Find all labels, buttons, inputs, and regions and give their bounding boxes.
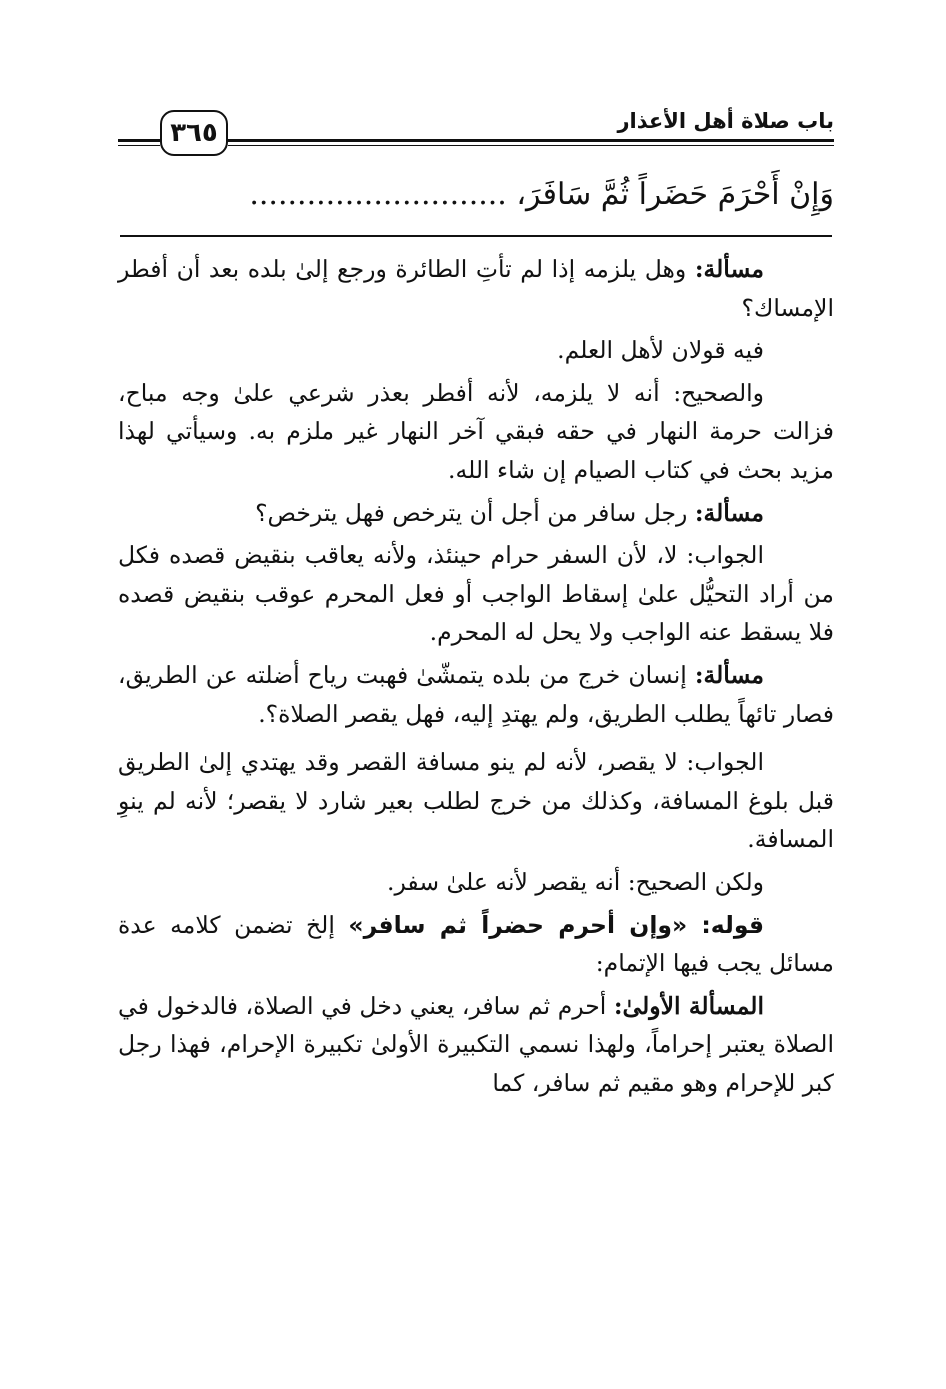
page-header xyxy=(118,104,834,164)
quote-label: قوله: xyxy=(701,910,765,939)
paragraph-text: الجواب: لا يقصر، لأنه لم ينو مسافة القصر وقد يهتدي إلىٰ الطريق قبل بلوغ المسافة، وكذلك من خرج لطلب بعير شارد لا يقصر؛ لأنه لم ينوِ المسافة. xyxy=(118,748,834,854)
header-rule xyxy=(228,139,834,142)
matn-divider xyxy=(120,235,832,237)
issue-label: المسألة الأولىٰ: xyxy=(613,991,764,1020)
paragraph xyxy=(118,494,834,533)
paragraph-text: والصحيح: أنه لا يلزمه، لأنه أفطر بعذر شرعي علىٰ وجه مباح، فزالت حرمة النهار في حقه فبقي آخر النهار غير ملزم به. وسيأتي لهذا مزيد بحث في كتاب الصيام إن شاء الله. xyxy=(118,378,834,484)
chapter-title: باب صلاة أهل الأعذار xyxy=(617,109,834,133)
paragraph-text: إلخ تضمن كلامه عدة مسائل يجب فيها الإتمام: xyxy=(118,910,834,978)
question-label: مسألة: xyxy=(694,498,764,527)
paragraph xyxy=(118,743,834,859)
header-rule xyxy=(118,139,160,142)
paragraph xyxy=(118,656,834,733)
paragraph xyxy=(118,863,834,902)
page-number: ٣٦٥ xyxy=(160,110,228,156)
paragraph xyxy=(118,250,834,327)
paragraph xyxy=(118,374,834,490)
paragraph-text: إنسان خرج من بلده يتمشّىٰ فهبت رياح أضلته عن الطريق، فصار تائهاً يطلب الطريق، ولم يهتدِ إليه، فهل يقصر الصلاة؟. xyxy=(118,660,834,728)
matn-quote: «وإن أحرم حضراً ثم سافر» xyxy=(348,910,702,939)
paragraph-text: الجواب: لا، لأن السفر حرام حينئذ، ولأنه يعاقب بنقيض قصده فكل من أراد التحيُّل علىٰ إسقاط الواجب أو فعل المحرم عوقب بنقيض قصده فلا يسقط عنه الواجب ولا يحل له المحرم. xyxy=(118,541,834,647)
commentary-body xyxy=(118,250,834,1102)
question-label: مسألة: xyxy=(694,255,764,283)
paragraph-text: وهل يلزمه إذا لم تأتِ الطائرة ورجع إلىٰ بلده بعد أن أفطر الإمساك؟ xyxy=(118,255,834,322)
paragraph-text: ولكن الصحيح: أنه يقصر لأنه علىٰ سفر. xyxy=(387,867,764,896)
header-rule-thin xyxy=(228,145,834,146)
paragraph xyxy=(118,331,834,370)
question-label: مسألة: xyxy=(694,660,764,689)
matn-text: وَإِنْ أَحْرَمَ حَضَراً ثُمَّ سَافَرَ، ........................... xyxy=(249,177,834,212)
paragraph xyxy=(118,906,834,983)
paragraph-text: أحرم ثم سافر، يعني دخل في الصلاة، فالدخول في الصلاة يعتبر إحراماً، ولهذا نسمي التكبيرة الأولىٰ تكبيرة الإحرام، فهذا رجل كبر للإحرام وهو مقيم ثم سافر، كما xyxy=(118,991,834,1097)
paragraph-text: فيه قولان لأهل العلم. xyxy=(557,336,764,365)
header-rule-thin xyxy=(118,145,160,146)
paragraph xyxy=(118,536,834,652)
paragraph-text: رجل سافر من أجل أن يترخص فهل يترخص؟ xyxy=(255,498,695,527)
paragraph xyxy=(118,987,834,1103)
